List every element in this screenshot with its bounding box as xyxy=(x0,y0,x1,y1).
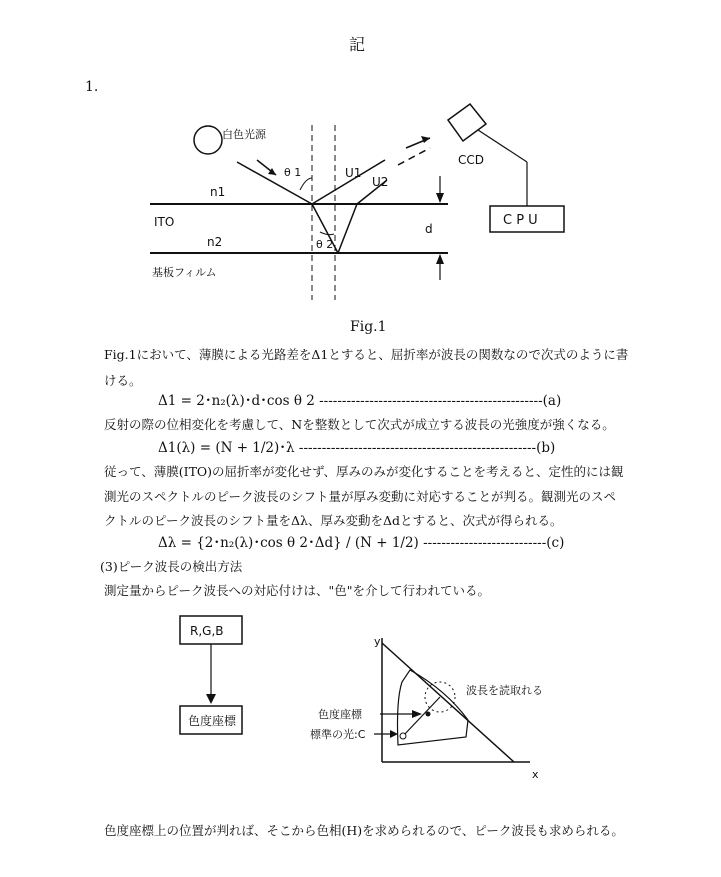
cpu-label: C P U xyxy=(503,213,538,228)
theta2-label: θ 2 xyxy=(316,238,334,251)
x-axis-label: x xyxy=(532,768,539,781)
light-source-circle xyxy=(194,126,222,154)
equation-a: Δ1 = 2･n₂(λ)･d･cos θ 2 -------------------------------------------------(a) xyxy=(158,393,562,409)
n2-label: n2 xyxy=(207,235,223,249)
theta1-label: θ 1 xyxy=(284,166,302,179)
d-arrowhead-top xyxy=(436,193,444,203)
standard-light-label: 標準の光:C xyxy=(310,728,366,741)
n1-label: n1 xyxy=(210,185,226,199)
d-arrowhead-bottom xyxy=(436,254,444,264)
paragraph-2-line-1: 反射の際の位相変化を考慮して、Nを整数として次式が成立する波長の光強度が強くなる。 xyxy=(104,417,615,432)
d-label: d xyxy=(425,222,433,236)
final-paragraph: 色度座標上の位置が判れば、そこから色相(H)を求められるので、ピーク波長も求められる。 xyxy=(104,823,624,838)
rgb-arrowhead xyxy=(206,694,216,704)
paragraph-3-line-3: クトルのピーク波長のシフト量をΔλ、厚み変動をΔdとすると、次式が得られる。 xyxy=(104,513,563,528)
u2-label: U2 xyxy=(372,175,389,189)
light-source-label: 白色光源 xyxy=(222,128,266,141)
fig1-caption: Fig.1 xyxy=(350,319,387,335)
std-light-arrowhead xyxy=(390,730,398,738)
gamut-locus xyxy=(398,670,469,745)
rgb-label: R,G,B xyxy=(190,624,224,638)
ccd-box xyxy=(448,104,486,141)
ccd-cable-1 xyxy=(478,130,527,162)
equation-c: Δλ = {2･n₂(λ)･cos θ 2･Δd} / (N + 1/2) ---------------------------(c) xyxy=(158,535,565,551)
substrate-label: 基板フィルム xyxy=(152,266,217,279)
ito-label: ITO xyxy=(154,215,175,229)
u1-label: U1 xyxy=(345,166,362,180)
paragraph-1-line-2: ける。 xyxy=(104,373,142,388)
hue-line xyxy=(403,697,440,736)
paragraph-3-line-1: 従って、薄膜(ITO)の屈折率が変化せず、厚みのみが変化することを考えると、定性的には観 xyxy=(104,464,624,479)
theta1-arc xyxy=(300,178,312,190)
equation-b: Δ1(λ) = (N + 1/2)･λ ----------------------------------------------------(b) xyxy=(158,440,556,456)
paragraph-1-line-1: Fig.1において、薄膜による光路差をΔ1とすると、屈折率が波長の関数なので次式のように書 xyxy=(104,347,629,362)
paragraph-3-line-2: 測光のスペクトルのピーク波長のシフト量が厚み変動に対応することが判る。観測光のスペ xyxy=(104,489,617,504)
item-number: 1. xyxy=(85,79,99,95)
ccd-dashed-ray xyxy=(398,148,430,165)
wavelength-label: 波長を読取れる xyxy=(466,684,543,697)
chroma-point xyxy=(426,712,431,717)
refracted-ray-up xyxy=(338,204,357,253)
paragraph-4-line-1: 測定量からピーク波長への対応付けは、"色"を介して行われている。 xyxy=(104,583,491,598)
ccd-label: CCD xyxy=(458,153,484,167)
chroma-box-label: 色度座標 xyxy=(188,714,237,728)
y-axis-label: y xyxy=(374,635,381,648)
chroma-label: 色度座標 xyxy=(318,708,362,721)
page-title: 記 xyxy=(349,35,366,54)
section-3-heading: (3)ピーク波長の検出方法 xyxy=(100,559,243,574)
standard-light-point xyxy=(400,733,406,739)
